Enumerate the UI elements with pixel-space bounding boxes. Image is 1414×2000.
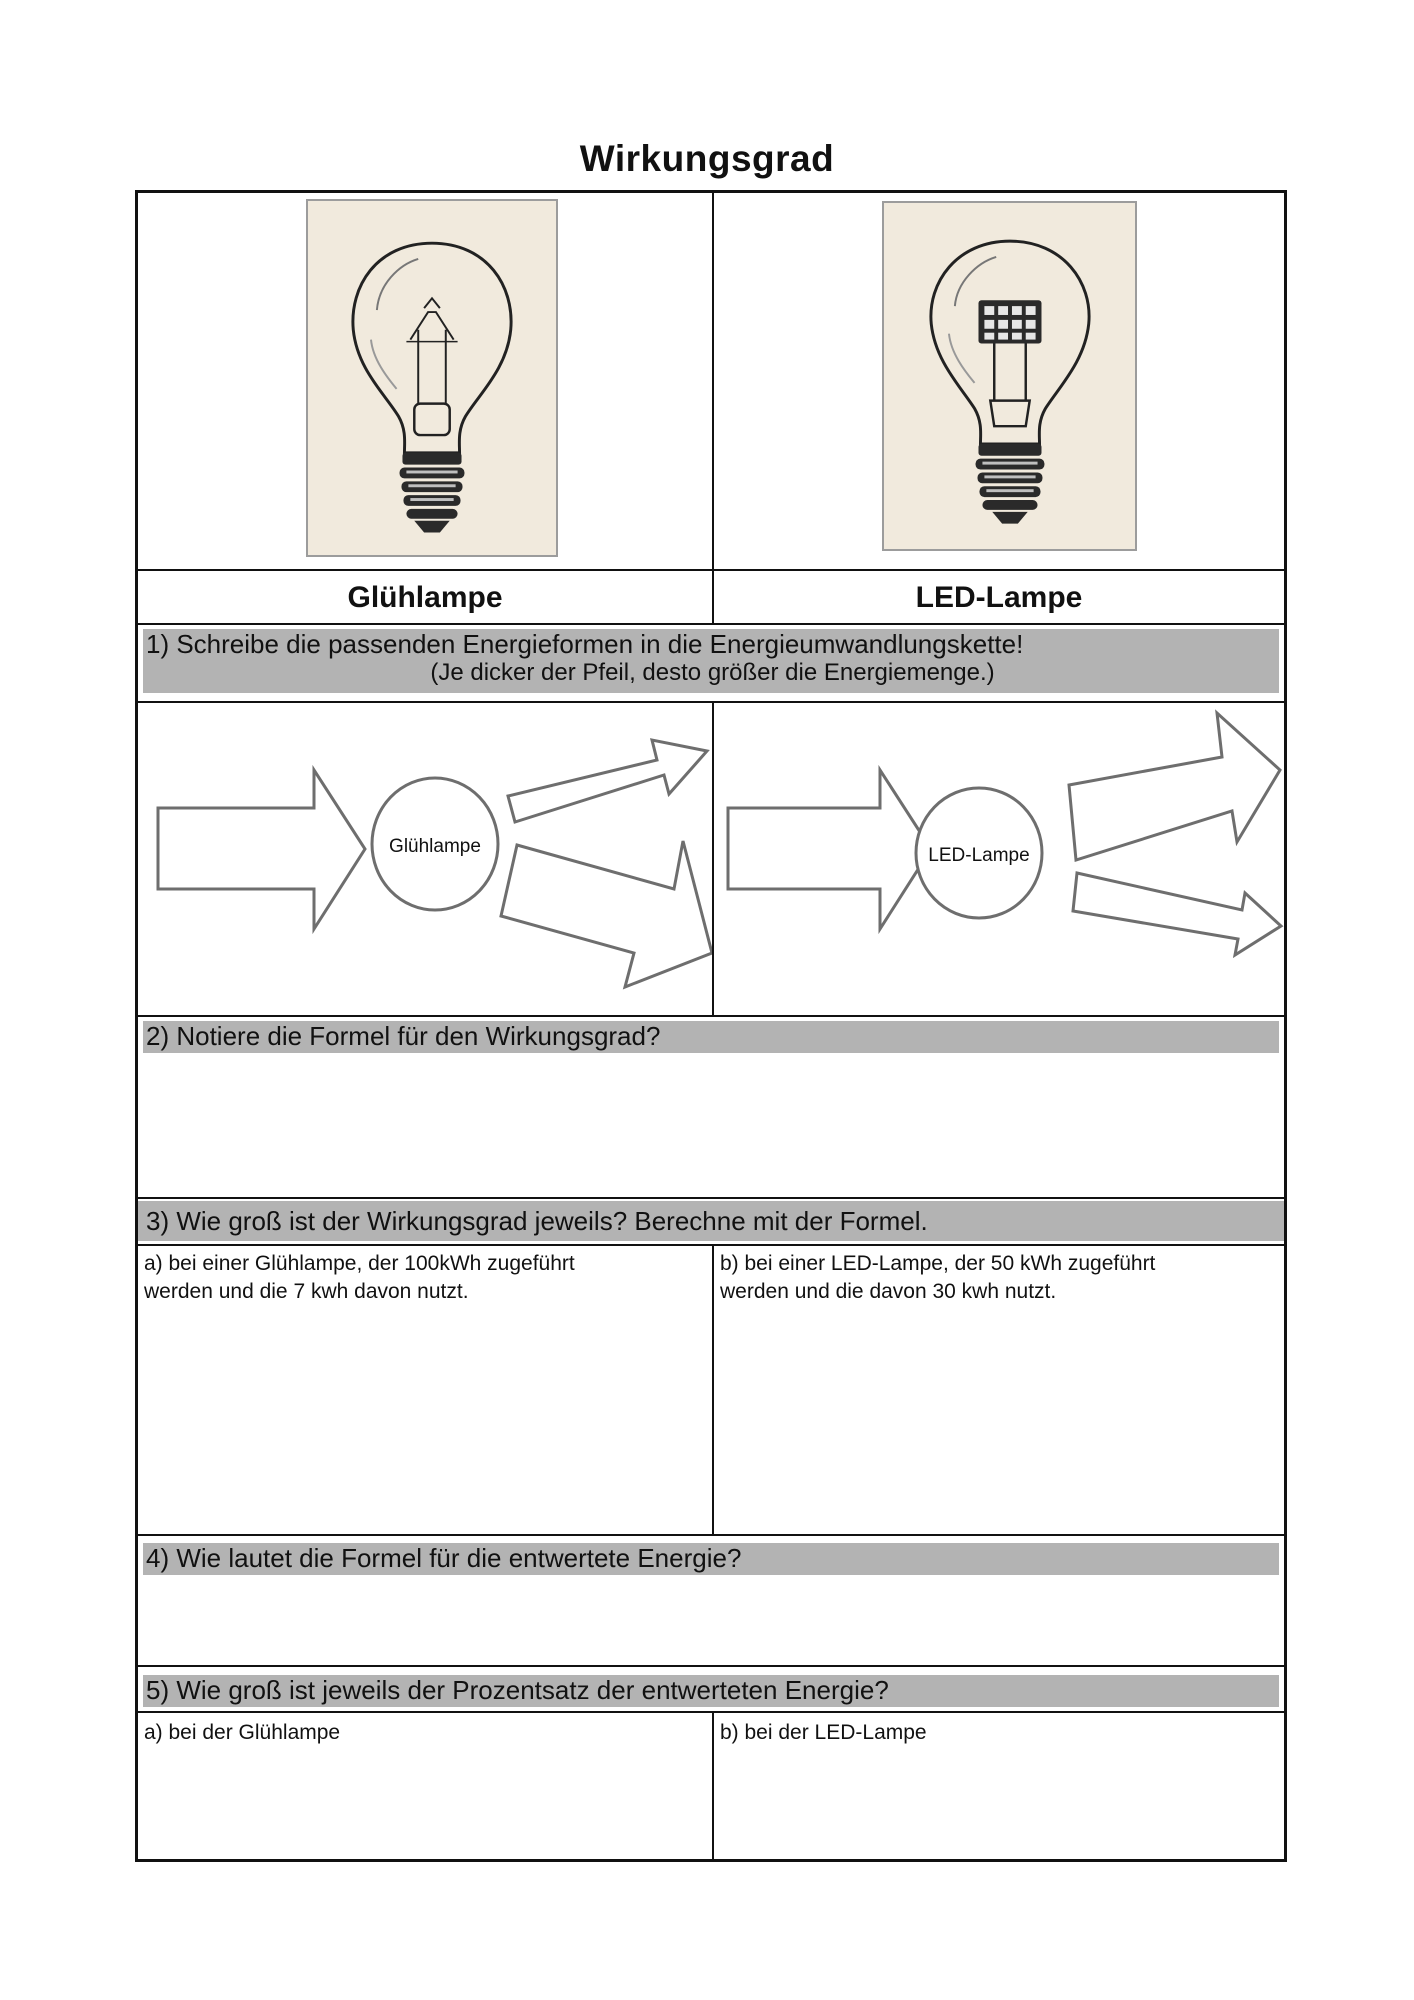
incandescent-bulb-image xyxy=(306,199,558,557)
question-3a-line2: werden und die 7 kwh davon nutzt. xyxy=(144,1280,469,1303)
question-3: 3) Wie groß ist der Wirkungsgrad jeweils? Berechne mit der Formel. xyxy=(138,1201,1284,1241)
diagram-label-incandescent: Glühlampe xyxy=(389,836,481,857)
heat-energy-arrow xyxy=(501,841,712,987)
lamp-name-incandescent: Glühlampe xyxy=(347,581,503,614)
page-title: Wirkungsgrad xyxy=(579,138,835,179)
question-3a[interactable] xyxy=(144,1250,704,1306)
energy-chain-led xyxy=(714,703,1284,1015)
question-5b[interactable]: b) bei der LED-Lampe xyxy=(720,1721,927,1744)
question-3b-line2: werden und die davon 30 kwh nutzt. xyxy=(720,1280,1057,1303)
answer-area-2[interactable] xyxy=(138,1057,1284,1197)
energy-chain-incandescent xyxy=(138,703,712,1015)
led-bulb-icon xyxy=(884,203,1135,549)
lamp-name-led: LED-Lampe xyxy=(915,581,1083,614)
question-2: 2) Notiere die Formel für den Wirkungsgrad? xyxy=(143,1021,1279,1053)
incandescent-bulb-icon xyxy=(308,201,556,555)
diagram-label-led: LED-Lampe xyxy=(928,845,1030,866)
worksheet-table xyxy=(135,190,1287,1862)
question-1-hint: (Je dicker der Pfeil, desto größer die Energiemenge.) xyxy=(430,659,995,686)
question-5a[interactable]: a) bei der Glühlampe xyxy=(144,1721,341,1744)
question-1 xyxy=(143,629,1279,693)
input-energy-arrow xyxy=(158,770,365,929)
heat-energy-arrow xyxy=(1073,873,1281,955)
useful-energy-arrow xyxy=(1069,713,1280,860)
answer-area-4[interactable] xyxy=(138,1579,1284,1663)
useful-energy-arrow xyxy=(508,740,707,822)
question-4: 4) Wie lautet die Formel für die entwertete Energie? xyxy=(143,1543,1279,1575)
input-energy-arrow xyxy=(728,770,931,929)
question-5: 5) Wie groß ist jeweils der Prozentsatz der entwerteten Energie? xyxy=(143,1675,1279,1707)
question-3a-line1: a) bei einer Glühlampe, der 100kWh zugeführt xyxy=(144,1252,575,1275)
question-3b-line1: b) bei einer LED-Lampe, der 50 kWh zugeführt xyxy=(720,1252,1156,1275)
question-3b[interactable] xyxy=(720,1250,1280,1306)
question-1-text: 1) Schreibe die passenden Energieformen in die Energieumwandlungskette! xyxy=(146,629,1024,659)
led-bulb-image xyxy=(882,201,1137,551)
